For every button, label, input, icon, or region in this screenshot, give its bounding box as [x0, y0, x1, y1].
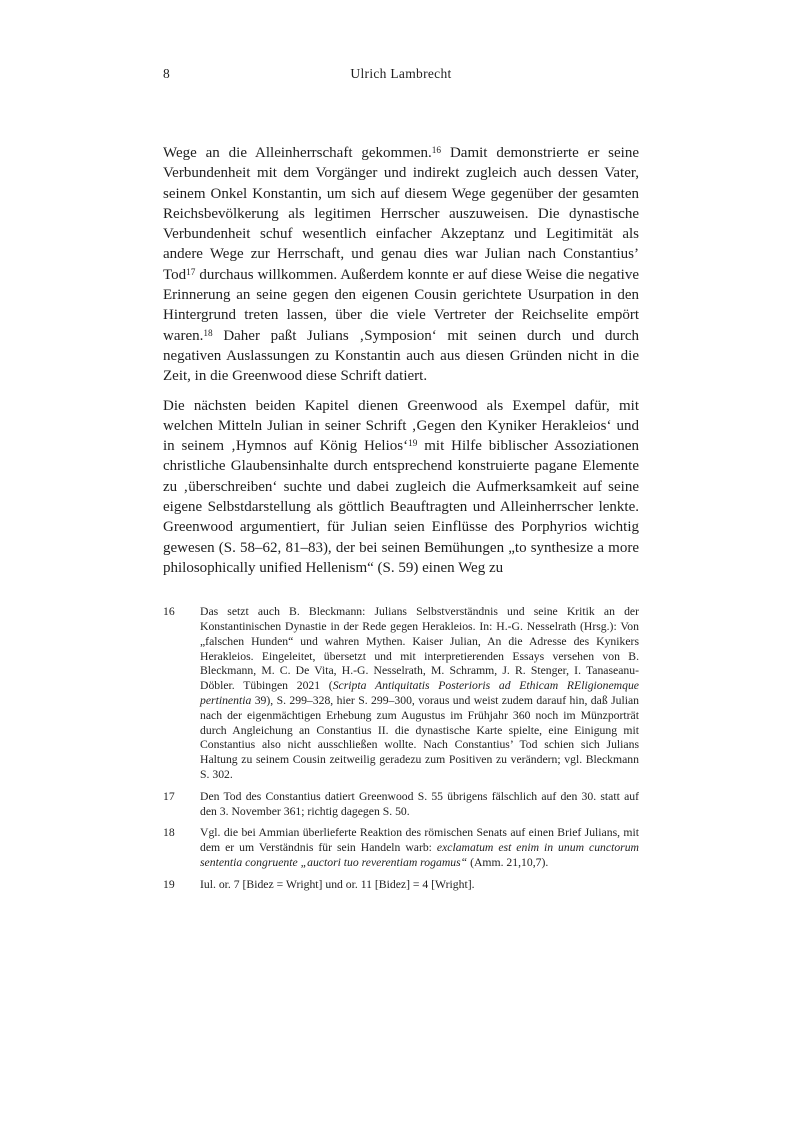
- body-text: [163, 143, 639, 578]
- footnote-item: [163, 826, 639, 870]
- footnote-segment: Iul. or. 7 [Bidez = Wright] und or. 11 [Bidez] = 4 [Wright].: [200, 877, 475, 891]
- text-column: [163, 66, 639, 893]
- paragraph-text: Damit demonstrierte er seine Verbundenheit mit dem Vorgänger und indirekt zugleich auch dessen Vater, seinem Onkel Konstantin, um sich auf diesem Wege gegenüber der gesamten Reichsbevölkerung als legitimen Herrscher auszuweisen. Die dynastische Verbundenheit schuf wesentlich einfacher Akzeptanz und Legitimität als andere Wege zur Herrschaft, und genau dies war Julian nach Constantius’ Tod: [163, 145, 639, 283]
- footnote-item: [163, 605, 639, 783]
- footnote-ref: 17: [186, 267, 196, 278]
- footnote-text: [200, 790, 639, 820]
- footnote-segment: Den Tod des Constantius datiert Greenwood S. 55 übrigens fälschlich auf den 30. statt auf den 3. November 361; richtig dagegen S. 50.: [200, 789, 639, 818]
- footnote-item: [163, 878, 639, 893]
- footnote-number: 16: [163, 605, 175, 619]
- footnote-segment-italic: Scripta Antiquitatis Posterioris ad Ethicam REligionemque pertinentia: [200, 679, 639, 708]
- footnote-segment: Vgl. die bei Ammian überlieferte Reaktion des römischen Senats auf einen Brief Julians, mit dem er um Verständnis für sein Handeln warb:: [200, 826, 639, 855]
- footnote-text: [200, 826, 639, 870]
- footnote-segment-italic: exclamatum est enim in unum cunctorum sententia congruente „auctori tuo reverentiam rogamus“: [200, 841, 639, 869]
- footnote-ref: 18: [203, 328, 213, 339]
- paragraph-text: Die nächsten beiden Kapitel dienen Greenwood als Exempel dafür, mit welchen Mitteln Julian in seiner Schrift ‚Gegen den Kyniker Herakleios‘ und in seinem ‚Hymnos auf König Helios‘: [163, 397, 639, 455]
- running-header: [163, 66, 639, 84]
- footnote-segment: Das setzt auch B. Bleckmann: Julians Selbstverständnis und seine Kritik an der Konstantinischen Dynastie in der Rede gegen Herakleios. In: H.-G. Nesselrath (Hrsg.): Von „falschen Hunden“ und wahren Mythen. Kaiser Julian, An die Adresse des Kynikers Herakleios. Eingeleitet, übersetzt und mit interpretierenden Essays versehen von B. Bleckmann, M. C. De Vita, H.-G. Nesselrath, M. Schramm, J. R. Stenger, I. Tanaseanu-Döbler. Tübingen 2021 (: [200, 605, 639, 693]
- body-paragraph: [163, 396, 639, 579]
- footnote-number: 19: [163, 877, 175, 891]
- footnote-text: [200, 605, 639, 783]
- paragraph-text: durchaus willkommen. Außerdem konnte er auf diese Weise die negative Erinnerung an seine gegen den eigenen Cousin gerichtete Usurpation in den Hintergrund treten lassen, über die viele Vertreter der Reichselite empört waren.: [163, 266, 639, 344]
- body-paragraph: [163, 143, 639, 387]
- footnote-number: 18: [163, 826, 175, 840]
- footnote-number: 17: [163, 789, 175, 803]
- footnote-text: [200, 878, 639, 893]
- footnote-item: [163, 790, 639, 820]
- footnote-segment: 39), S. 299–328, hier S. 299–300, voraus und weist zudem darauf hin, daß Julian nach der eigenmächtigen Erhebung zum Augustus im Frühjahr 360 noch im Münzporträt durch Angleichung an Constantius II. die dynastische Karte spielte, eine Einigung mit Constantius also nicht ausschließen wollte. Nach Constantius’ Tod schien sich Julians Haltung zu seinem Cousin zeitweilig geradezu zum Positiven zu verändern; vgl. Bleckmann S. 302.: [200, 694, 639, 781]
- footnote-ref: 16: [431, 145, 442, 156]
- running-head-title: Ulrich Lambrecht: [350, 66, 452, 81]
- footnotes-section: [163, 605, 639, 892]
- footnote-segment: (Amm. 21,10,7).: [467, 855, 549, 869]
- page-number: 8: [163, 66, 170, 81]
- paragraph-text: Daher paßt Julians ‚Symposion‘ mit seinen durch und durch negativen Auslassungen zu Konstantin auch aus diesen Gründen nicht in die Zeit, in die Greenwood diese Schrift datiert.: [163, 327, 639, 385]
- paragraph-text: Wege an die Alleinherrschaft gekommen.: [163, 145, 432, 161]
- footnote-ref: 19: [408, 438, 418, 449]
- paragraph-text: mit Hilfe biblischer Assoziationen christliche Glaubensinhalte durch entsprechend konstruierte pagane Elemente zu ‚überschreiben‘ suchte und dabei zugleich die Aufmerksamkeit auf seine eigene Selbstdarstellung als göttlich Beauftragten und Alleinherrscher lenkte. Greenwood argumentiert, für Julian seien Einflüsse des Porphyrios wichtig gewesen (S. 58–62, 81–83), der bei seinen Bemühungen „to synthesize a more philosophically unified Hellenism“ (S. 59) einen Weg zu: [163, 438, 639, 576]
